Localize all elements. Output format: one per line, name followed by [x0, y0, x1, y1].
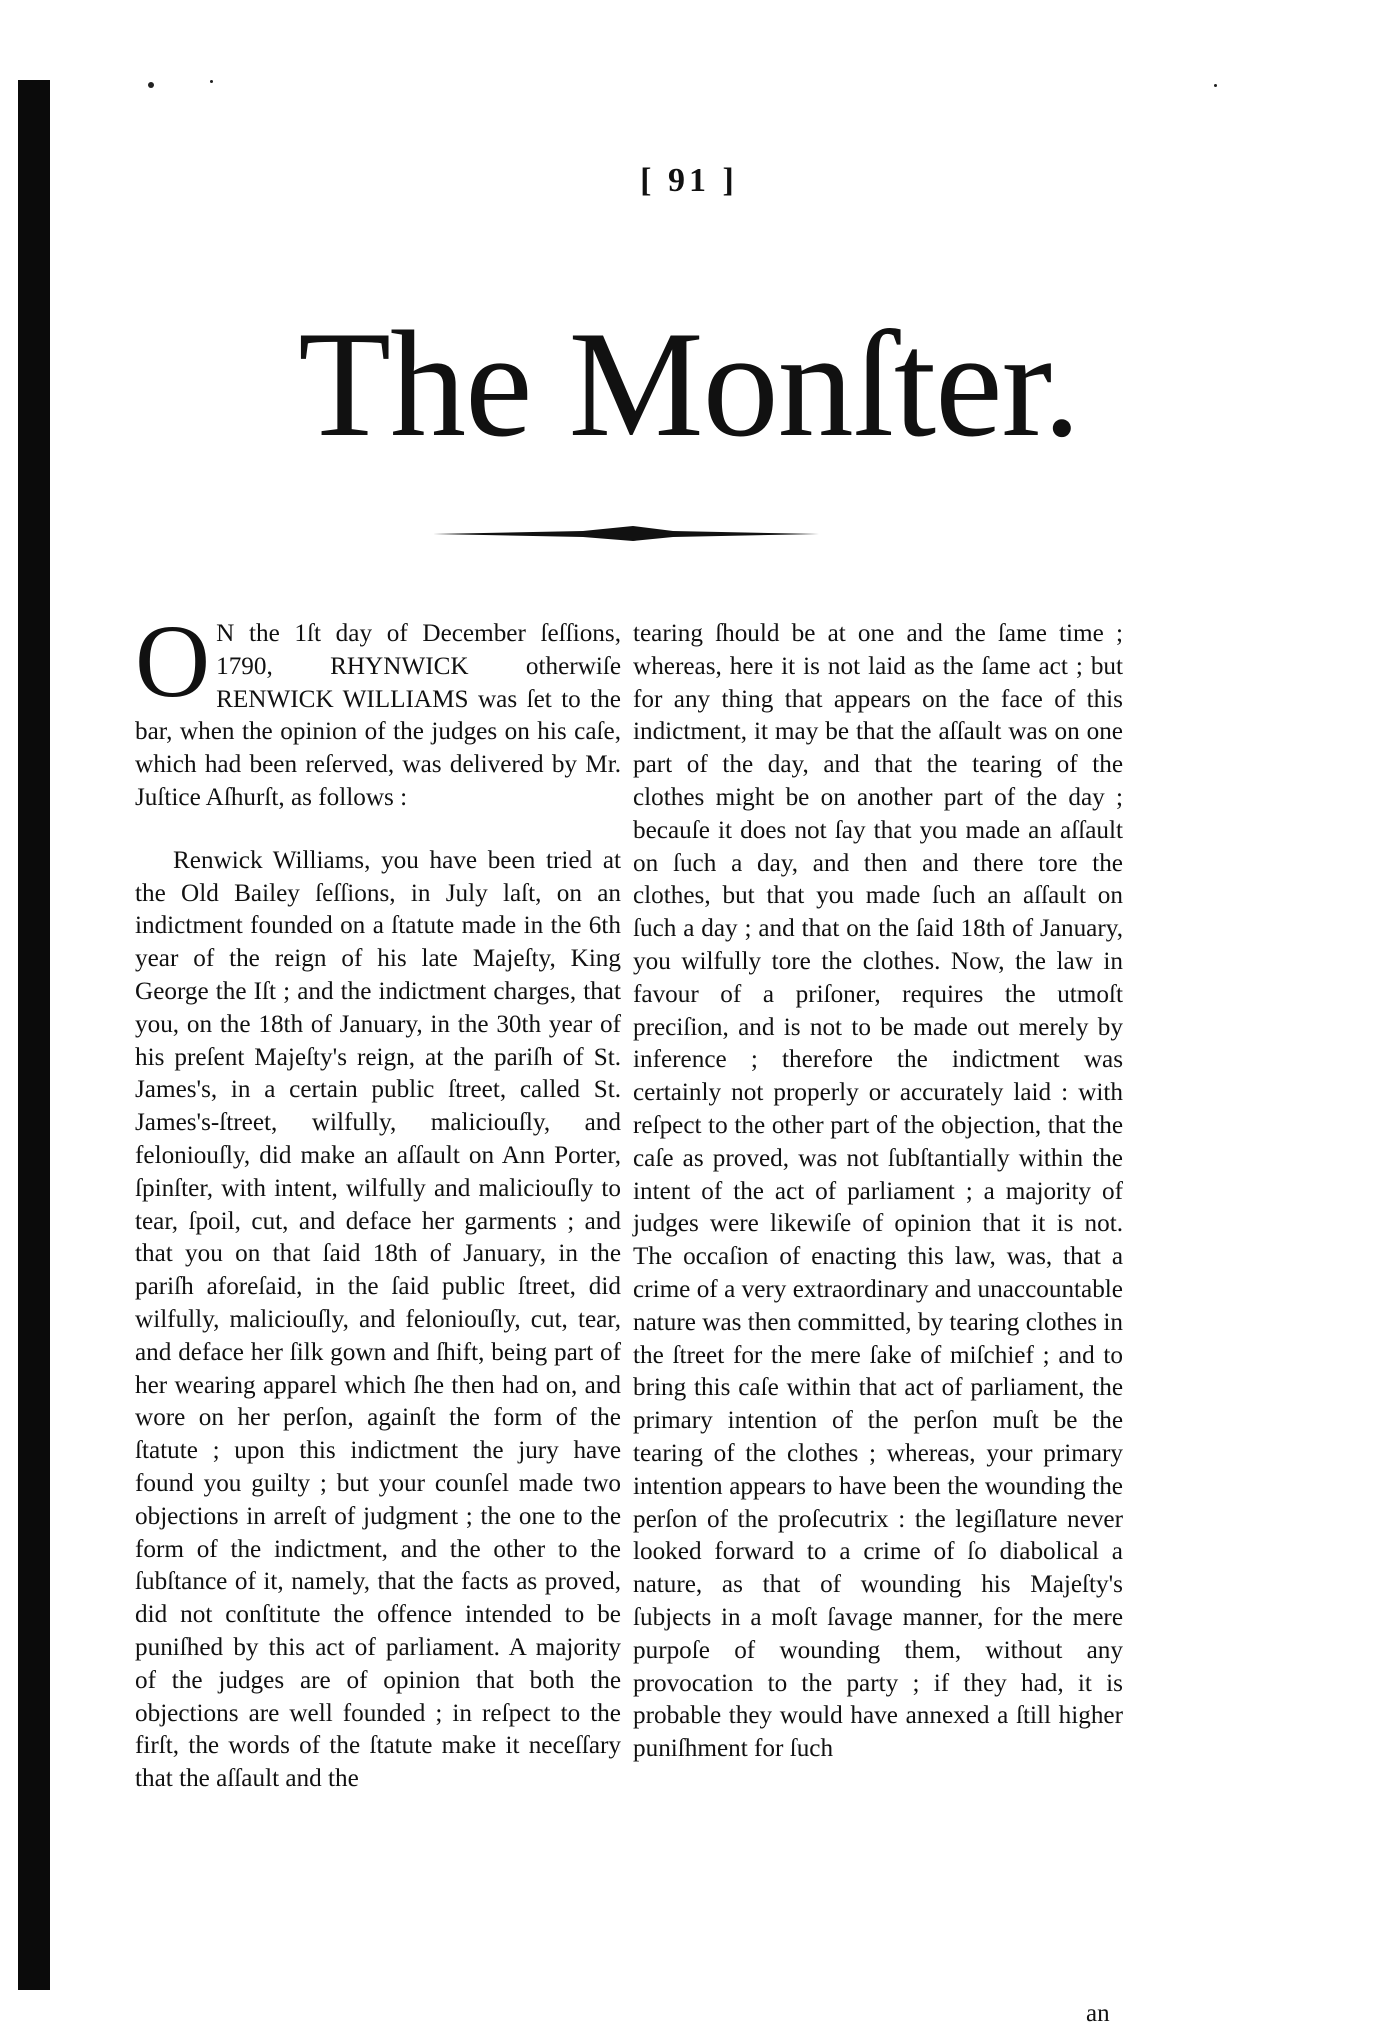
page-number: [ 91 ] [640, 162, 738, 199]
opening-paragraph [135, 604, 621, 815]
judgment-paragraph: Renwick Williams, you have been tried at the Old Bailey ſeſſions, in July laſt, on an indictment founded on a ſtatute made in the 6th year of the reign of his late Majeſty, King George the Iſt ; and the indictment charges, that you, on the 18th of January, in the 30th year of his preſent Majeſty's reign, at the pariſh of St. James's, in a certain public ſtreet, called St. James's-ſtreet, wilfully, maliciouſly, and feloniouſly, did make an aſſault on Ann Porter, ſpinſter, with intent, wilfully and maliciouſly to tear, ſpoil, cut, and deface her garments ; and that you on that ſaid 18th of January, in the pariſh aforeſaid, in the ſaid public ſtreet, did wilfully, maliciouſly, and feloniouſly, cut, tear, and deface her ſilk gown and ſhift, being part of her wearing apparel which ſhe then had on, and wore on her perſon, againſt the form of the ſtatute ; upon this indictment the jury have found you guilty ; but your counſel made two objections in arreſt of judgment ; the one to the form of the indictment, and the other to the ſubſtance of it, namely, that the facts as proved, did not conſtitute the offence intended to be puniſhed by this act of parliament. A majority of the judges are of opinion that both the objections are well founded ; in reſpect to the firſt, the words of the ſtatute make it neceſſary that the aſſault and the [135, 846, 621, 1793]
opening-text: N the 1ſt day of December ſeſſions, 1790, RHYNWICK otherwiſe RENWICK WILLIAMS was ſet to the bar, when the opinion of the judges on his caſe, which had been reſerved, was delivered by Mr. Juſtice Aſhurſt, as follows : [135, 620, 621, 811]
catchword: an [1086, 2000, 1110, 2027]
ornamental-rule [433, 520, 819, 548]
ink-speck [210, 80, 213, 83]
ink-speck [148, 82, 154, 88]
ink-speck [1214, 84, 1217, 87]
right-column [633, 618, 1123, 1766]
judgment-continuation: tearing ſhould be at one and the ſame time ; whereas, here it is not laid as the ſame act ; but for any thing that appears on the face of this indictment, it may be that the aſſault was on one part of the day, and that the tearing of the clothes might be on another part of the day ; becauſe it does not ſay that you made an aſſault on ſuch a day, and then and there tore the clothes, but that you made ſuch an aſſault on ſuch a day ; and that on the ſaid 18th of January, you wilfully tore the clothes. Now, the law in favour of a priſoner, requires the utmoſt preciſion, and is not to be made out merely by inference ; therefore the indictment was certainly not properly or accurately laid : with reſpect to the other part of the objection, that the caſe as proved, was not ſubſtantially within the intent of the act of parliament ; a majority of judges were likewiſe of opinion that it is not. The occaſion of enacting this law, was, that a crime of a very extraordinary and unaccountable nature was then committed, by tearing clothes in the ſtreet for the mere ſake of miſchief ; and to bring this caſe within that act of parliament, the primary intention of the perſon muſt be the tearing of the clothes ; whereas, your primary intention appears to have been the wounding the perſon of the proſecutrix : the legiſlature never looked forward to a crime of ſo diabolical a nature, as that of wounding his Majeſty's ſubjects in a moſt ſavage manner, for the mere purpoſe of wounding them, without any provocation to the party ; if they had, it is probable they would have annexed a ſtill higher puniſhment for ſuch [633, 620, 1123, 1763]
drop-cap: O [135, 604, 211, 719]
page-title: The Monſter. [298, 300, 1080, 468]
left-column [135, 604, 621, 1796]
